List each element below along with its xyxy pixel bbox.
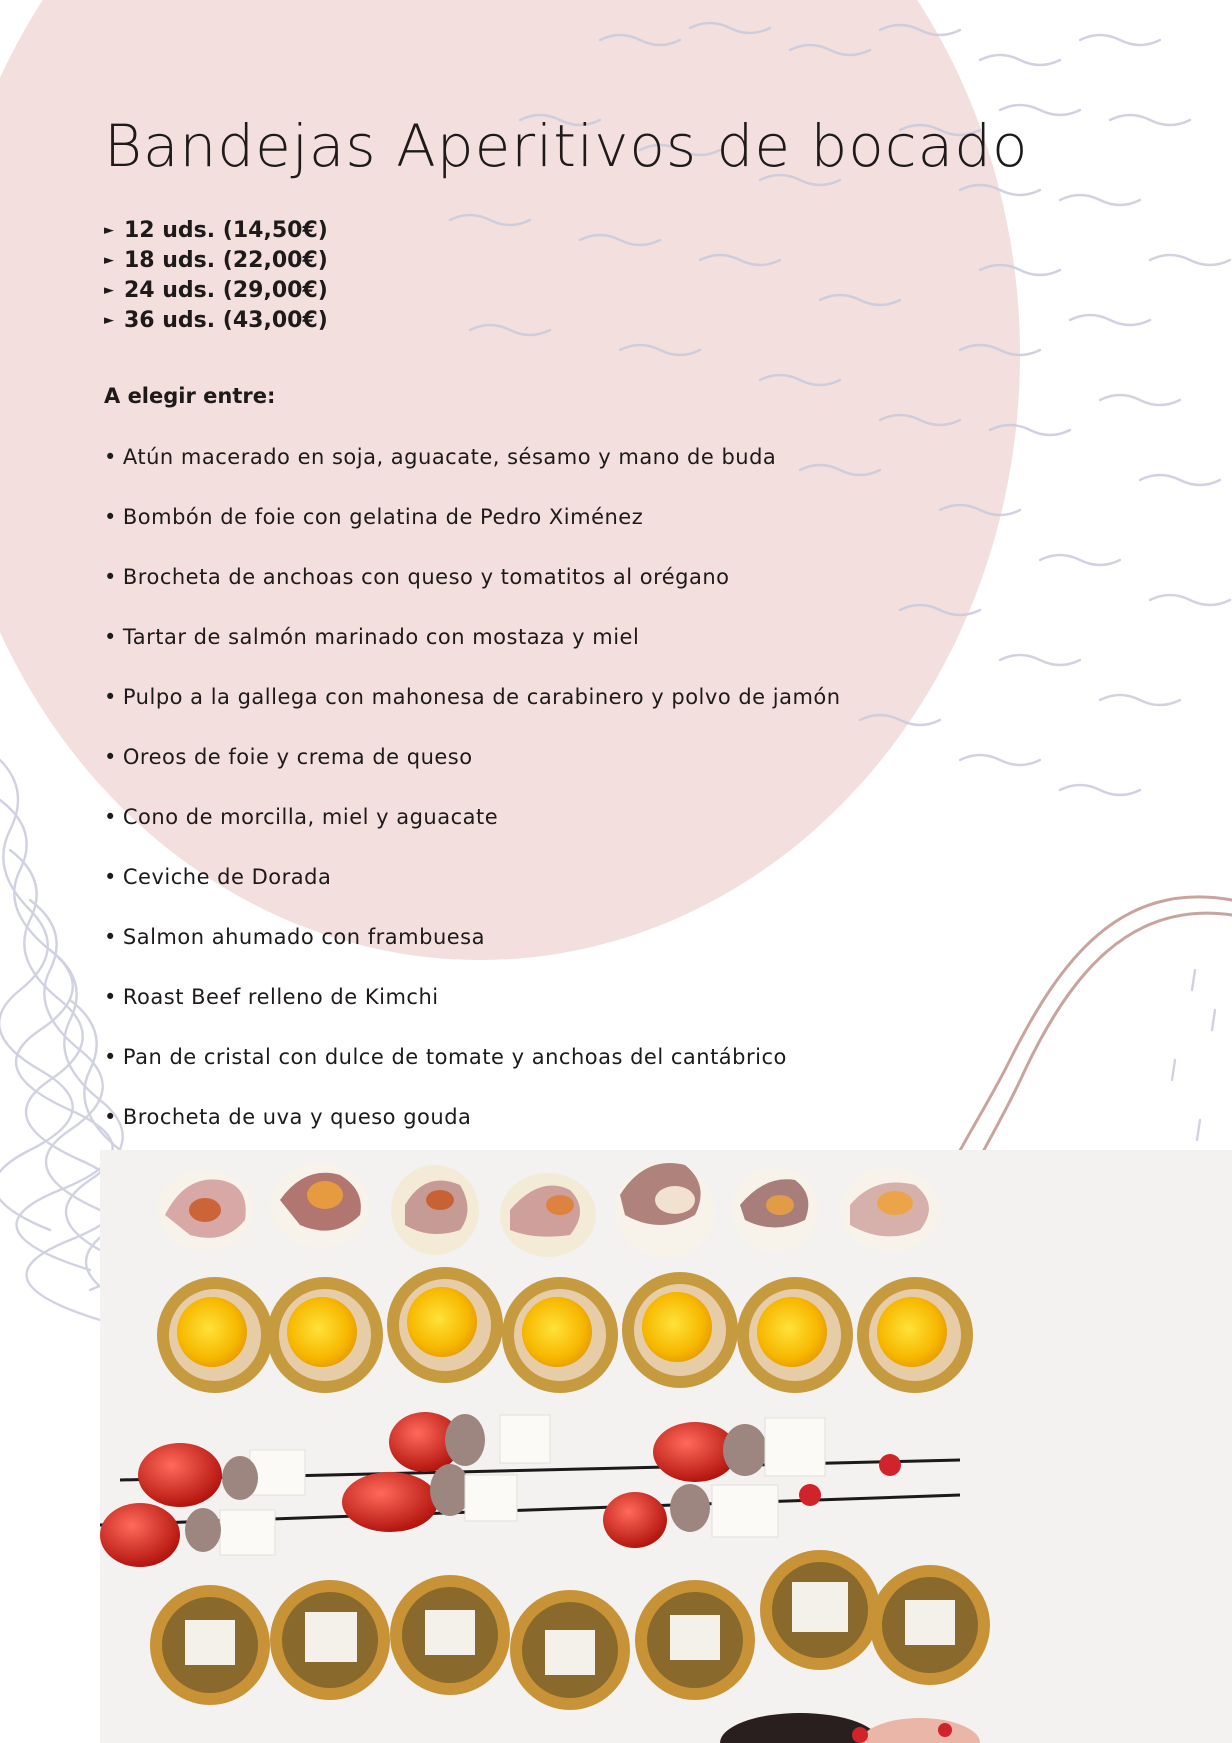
price-label: 24 uds. (29,00€) bbox=[124, 278, 328, 303]
bullet-dot-icon: • bbox=[104, 1105, 117, 1129]
bullet-dot-icon: • bbox=[104, 985, 117, 1009]
option-label: Atún macerado en soja, aguacate, sésamo y mano de buda bbox=[122, 445, 777, 469]
price-list bbox=[104, 216, 328, 336]
option-list bbox=[104, 442, 841, 1162]
bullet-dot-icon: • bbox=[104, 1045, 117, 1069]
option-label: Brocheta de anchoas con queso y tomatitos al orégano bbox=[122, 565, 730, 589]
price-item bbox=[104, 276, 328, 306]
option-item bbox=[104, 742, 841, 802]
option-item bbox=[104, 622, 841, 682]
triangle-bullet-icon: ► bbox=[104, 313, 114, 328]
option-item bbox=[104, 562, 841, 622]
price-item bbox=[104, 246, 328, 276]
option-item bbox=[104, 1042, 841, 1102]
price-item bbox=[104, 306, 328, 336]
option-label: Roast Beef relleno de Kimchi bbox=[122, 985, 439, 1009]
bullet-dot-icon: • bbox=[104, 565, 117, 589]
page-title: Bandejas Aperitivos de bocado bbox=[104, 112, 1029, 180]
appetizer-tray-photo bbox=[100, 1150, 1232, 1743]
bullet-dot-icon: • bbox=[104, 505, 117, 529]
option-item bbox=[104, 682, 841, 742]
price-label: 12 uds. (14,50€) bbox=[124, 218, 328, 243]
option-label: Cono de morcilla, miel y aguacate bbox=[122, 805, 499, 829]
bullet-dot-icon: • bbox=[104, 865, 117, 889]
option-item bbox=[104, 922, 841, 982]
option-item bbox=[104, 982, 841, 1042]
triangle-bullet-icon: ► bbox=[104, 223, 114, 238]
option-label: Oreos de foie y crema de queso bbox=[122, 745, 473, 769]
option-label: Pan de cristal con dulce de tomate y anchoas del cantábrico bbox=[122, 1045, 787, 1069]
option-label: Brocheta de uva y queso gouda bbox=[122, 1105, 472, 1129]
option-item bbox=[104, 442, 841, 502]
choose-heading: A elegir entre: bbox=[104, 384, 276, 408]
bullet-dot-icon: • bbox=[104, 745, 117, 769]
triangle-bullet-icon: ► bbox=[104, 253, 114, 268]
bullet-dot-icon: • bbox=[104, 805, 117, 829]
bullet-dot-icon: • bbox=[104, 925, 117, 949]
option-label: Salmon ahumado con frambuesa bbox=[122, 925, 485, 949]
bullet-dot-icon: • bbox=[104, 625, 117, 649]
triangle-bullet-icon: ► bbox=[104, 283, 114, 298]
price-item bbox=[104, 216, 328, 246]
option-label: Pulpo a la gallega con mahonesa de carabinero y polvo de jamón bbox=[122, 685, 841, 709]
option-label: Bombón de foie con gelatina de Pedro Ximénez bbox=[122, 505, 644, 529]
price-label: 18 uds. (22,00€) bbox=[124, 248, 328, 273]
option-item bbox=[104, 862, 841, 922]
option-label: Ceviche de Dorada bbox=[122, 865, 332, 889]
bullet-dot-icon: • bbox=[104, 685, 117, 709]
option-item bbox=[104, 502, 841, 562]
option-label: Tartar de salmón marinado con mostaza y miel bbox=[122, 625, 640, 649]
bullet-dot-icon: • bbox=[104, 445, 117, 469]
option-item bbox=[104, 802, 841, 862]
price-label: 36 uds. (43,00€) bbox=[124, 308, 328, 333]
